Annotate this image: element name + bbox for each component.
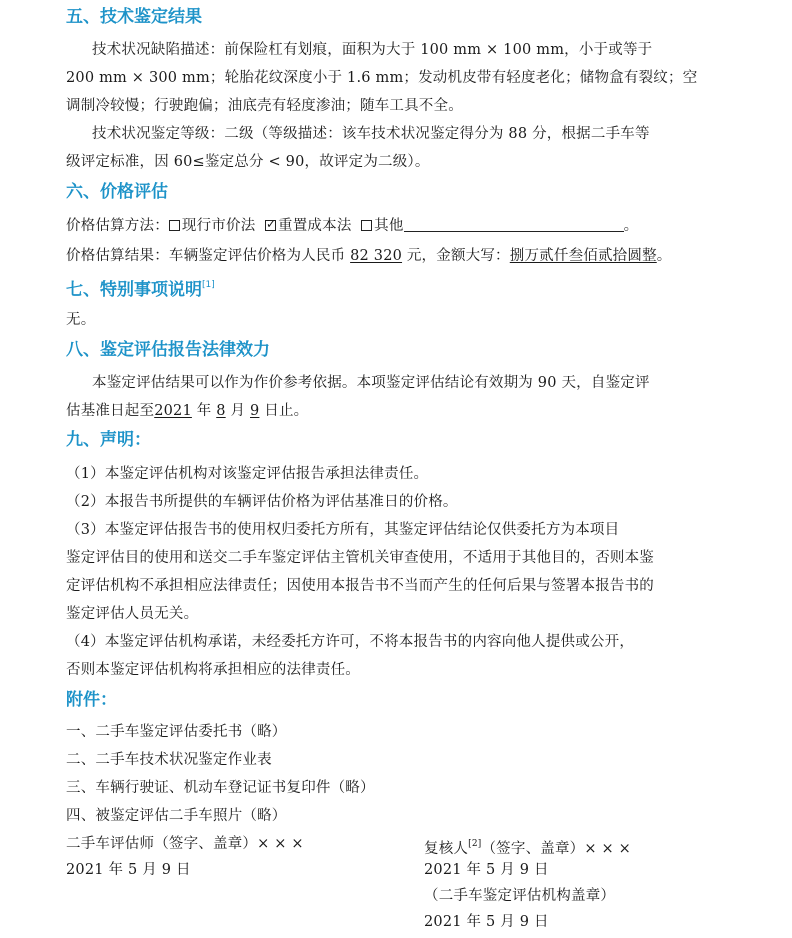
s9-line-3: （3）本鉴定评估报告书的使用权归委托方所有，其鉴定评估结论仅供委托方为本项目 [66, 522, 620, 538]
s8-month-unit: 月 [225, 403, 250, 419]
reviewer-signature [424, 834, 631, 859]
checkbox-market-price[interactable] [169, 220, 180, 231]
s5-grade-line-2: 级评定标准，因 60≤鉴定总分 < 90，故评定为二级）。 [66, 154, 430, 170]
s5-defects-line-3: 调制冷较慢；行驶跑偏；油底壳有轻度渗油；随车工具不全。 [66, 98, 463, 114]
attachments-title: 附件： [66, 690, 117, 710]
s6-result-mid: 元，金额大写： [402, 248, 510, 264]
s8-day: 9 [250, 403, 260, 419]
s9-line-5: 定评估机构不承担相应法律责任；因使用本报告书不当而产生的任何后果与签署本报告书的 [66, 578, 654, 594]
s6-result-caps: 捌万贰仟叁佰贰拾圆整 [509, 248, 657, 264]
section-7-title [66, 274, 215, 301]
section-5-title: 五、技术鉴定结果 [66, 7, 202, 27]
section-6-title: 六、价格评估 [66, 182, 168, 202]
s8-line-2 [66, 401, 308, 421]
s9-line-7: （4）本鉴定评估机构承诺，未经委托方许可，不将本报告书的内容向他人提供或公开， [66, 634, 635, 650]
s6-result-line [66, 246, 671, 266]
s8-line-2-suffix: 日止。 [259, 403, 309, 419]
section-7-footnote: [1] [202, 280, 215, 290]
attachment-item-3: 三、车辆行驶证、机动车登记证书复印件（略） [66, 780, 375, 796]
reviewer-footnote: [2] [468, 839, 482, 849]
s6-result-prefix: 价格估算结果：车辆鉴定评估价格为人民币 [66, 248, 351, 264]
s9-line-6: 鉴定评估人员无关。 [66, 606, 199, 622]
attachment-item-1: 一、二手车鉴定评估委托书（略） [66, 724, 287, 740]
reviewer-date: 2021 年 5 月 9 日 [424, 862, 549, 878]
s6-result-amount: 82 320 [350, 248, 403, 264]
attachment-item-2: 二、二手车技术状况鉴定作业表 [66, 752, 272, 768]
agency-date: 2021 年 5 月 9 日 [424, 914, 549, 930]
option-replacement-cost-label: 重置成本法 [278, 218, 352, 234]
other-method-blank[interactable] [404, 217, 624, 232]
s8-line-1: 本鉴定评估结果可以作为作价参考依据。本项鉴定评估结论有效期为 90 天，自鉴定评 [92, 375, 650, 391]
s6-method-line [66, 216, 638, 236]
s6-method-end: 。 [623, 218, 639, 234]
s7-text: 无。 [66, 312, 96, 328]
checkbox-replacement-cost[interactable] [265, 217, 277, 231]
s8-month: 8 [216, 403, 226, 419]
check-mark-icon: ✓ [266, 217, 277, 231]
reviewer-role-suffix: （签字、盖章）× × × [481, 841, 632, 857]
section-9-title: 九、声明： [66, 430, 151, 450]
section-8-title: 八、鉴定评估报告法律效力 [66, 340, 270, 360]
s9-line-1: （1）本鉴定评估机构对该鉴定评估报告承担法律责任。 [66, 466, 429, 482]
checkbox-other[interactable] [361, 220, 372, 231]
attachment-item-4: 四、被鉴定评估二手车照片（略） [66, 808, 287, 824]
reviewer-role: 复核人 [424, 841, 469, 857]
s6-result-end: 。 [656, 248, 672, 264]
s5-defects-line-1: 技术状况缺陷描述：前保险杠有划痕，面积为大于 100 mm × 100 mm，小于或等于 [92, 42, 653, 58]
agency-seal-label: （二手车鉴定评估机构盖章） [424, 888, 616, 904]
s5-grade-line-1: 技术状况鉴定等级：二级（等级描述：该车技术状况鉴定得分为 88 分，根据二手车等 [92, 126, 650, 142]
s8-year-unit: 年 [191, 403, 217, 419]
s8-year: 2021 [154, 403, 192, 419]
evaluator-date: 2021 年 5 月 9 日 [66, 862, 191, 878]
option-other-label: 其他 [374, 218, 404, 234]
s9-line-4: 鉴定评估目的使用和送交二手车鉴定评估主管机关审查使用，不适用于其他目的，否则本鉴 [66, 550, 654, 566]
option-market-price-label: 现行市价法 [181, 218, 256, 234]
evaluator-signature: 二手车评估师（签字、盖章）× × × [66, 836, 304, 852]
s6-method-label: 价格估算方法： [66, 218, 169, 234]
s5-defects-line-2: 200 mm × 300 mm；轮胎花纹深度小于 1.6 mm；发动机皮带有轻度老化；储物盒有裂纹；空 [66, 70, 698, 86]
section-7-title-text: 七、特别事项说明 [66, 280, 202, 300]
s9-line-2: （2）本报告书所提供的车辆评估价格为评估基准日的价格。 [66, 494, 458, 510]
s8-line-2-prefix: 估基准日起至 [66, 403, 155, 419]
s9-line-8: 否则本鉴定评估机构将承担相应的法律责任。 [66, 662, 360, 678]
